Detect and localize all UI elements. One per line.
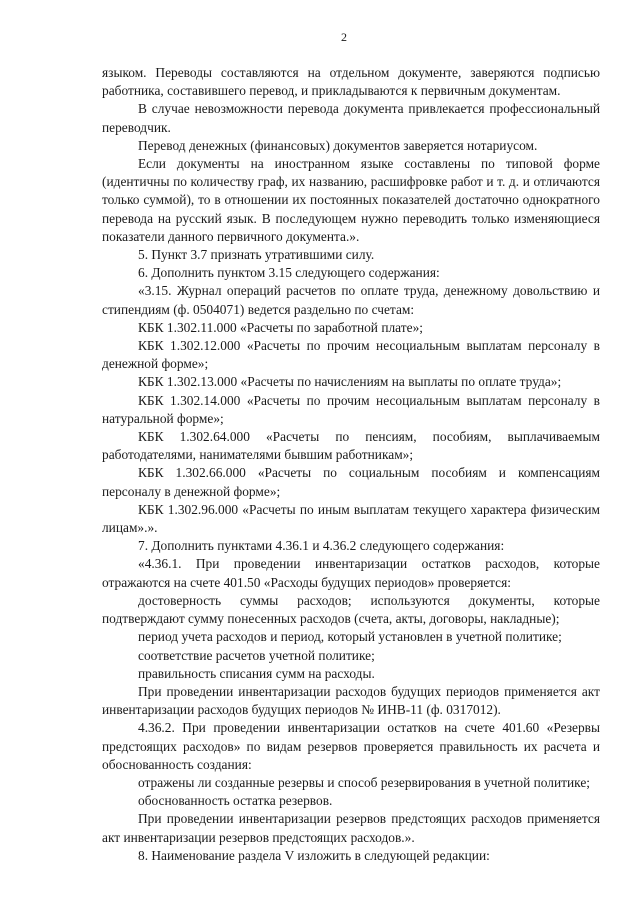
paragraph: правильность списания сумм на расходы. xyxy=(138,665,375,681)
paragraph: 7. Дополнить пунктами 4.36.1 и 4.36.2 следующего содержания: xyxy=(138,538,505,554)
paragraph: КБК 1.302.11.000 «Расчеты по заработной плате»; xyxy=(138,319,423,335)
paragraph: 5. Пункт 3.7 признать утратившими силу. xyxy=(138,247,375,263)
paragraph: КБК 1.302.13.000 «Расчеты по начислениям на выплаты по оплате труда»; xyxy=(138,374,562,390)
paragraph: КБК 1.302.64.000 «Расчеты по пенсиям, пособиям, выплачиваемым работодателями, нанимателями бывшим работникам»; xyxy=(102,429,600,463)
paragraph: КБК 1.302.66.000 «Расчеты по социальным пособиям и компенсациям персоналу в денежной форме»; xyxy=(102,465,600,499)
paragraph: В случае невозможности перевода документа привлекается профессиональный переводчик. xyxy=(102,101,600,135)
document-body xyxy=(102,64,600,865)
paragraph: 8. Наименование раздела V изложить в следующей редакции: xyxy=(138,847,490,863)
paragraph: 4.36.2. При проведении инвентаризации остатков на счете 401.60 «Резервы предстоящих расходов» по видам резервов проверяется правильность их расчета и обоснованность создания: xyxy=(102,720,600,772)
paragraph: соответствие расчетов учетной политике; xyxy=(138,647,375,663)
paragraph: Перевод денежных (финансовых) документов заверяется нотариусом. xyxy=(138,137,538,153)
paragraph: обоснованность остатка резервов. xyxy=(138,793,333,809)
paragraph: 6. Дополнить пунктом 3.15 следующего содержания: xyxy=(138,265,440,281)
paragraph: языком. Переводы составляются на отдельном документе, заверяются подписью работника, составившего перевод, и прикладываются к первичным документам. xyxy=(102,65,600,99)
paragraph: период учета расходов и период, который установлен в учетной политике; xyxy=(138,629,562,645)
paragraph: При проведении инвентаризации резервов предстоящих расходов применяется акт инвентаризации резервов предстоящих расходов.». xyxy=(102,811,600,845)
paragraph: Если документы на иностранном языке составлены по типовой форме (идентичны по количеству граф, их названию, расшифровке работ и т. д. и отличаются только суммой), то в отношении их постоянных показателей достаточно однократного перевода на русский язык. В последующем нужно переводить только изменяющиеся показатели данного первичного документа.». xyxy=(102,156,600,244)
paragraph: «3.15. Журнал операций расчетов по оплате труда, денежному довольствию и стипендиям (ф. 0504071) ведется раздельно по счетам: xyxy=(102,283,600,317)
paragraph: КБК 1.302.96.000 «Расчеты по иным выплатам текущего характера физическим лицам».». xyxy=(102,501,600,536)
paragraph: отражены ли созданные резервы и способ резервирования в учетной политике; xyxy=(138,774,591,790)
paragraph: достоверность суммы расходов; используются документы, которые подтверждают сумму понесенных расходов (счета, акты, договоры, накладные); xyxy=(102,592,600,627)
paragraph: КБК 1.302.12.000 «Расчеты по прочим несоциальным выплатам персоналу в денежной форме»; xyxy=(102,338,600,372)
paragraph: При проведении инвентаризации расходов будущих периодов применяется акт инвентаризации расходов будущих периодов № ИНВ-11 (ф. 0317012). xyxy=(102,683,600,718)
page-number: 2 xyxy=(341,30,347,44)
paragraph: КБК 1.302.14.000 «Расчеты по прочим несоциальным выплатам персоналу в натуральной форме»; xyxy=(102,392,600,426)
paragraph: «4.36.1. При проведении инвентаризации остатков расходов, которые отражаются на счете 401.50 «Расходы будущих периодов» проверяется: xyxy=(102,556,600,590)
